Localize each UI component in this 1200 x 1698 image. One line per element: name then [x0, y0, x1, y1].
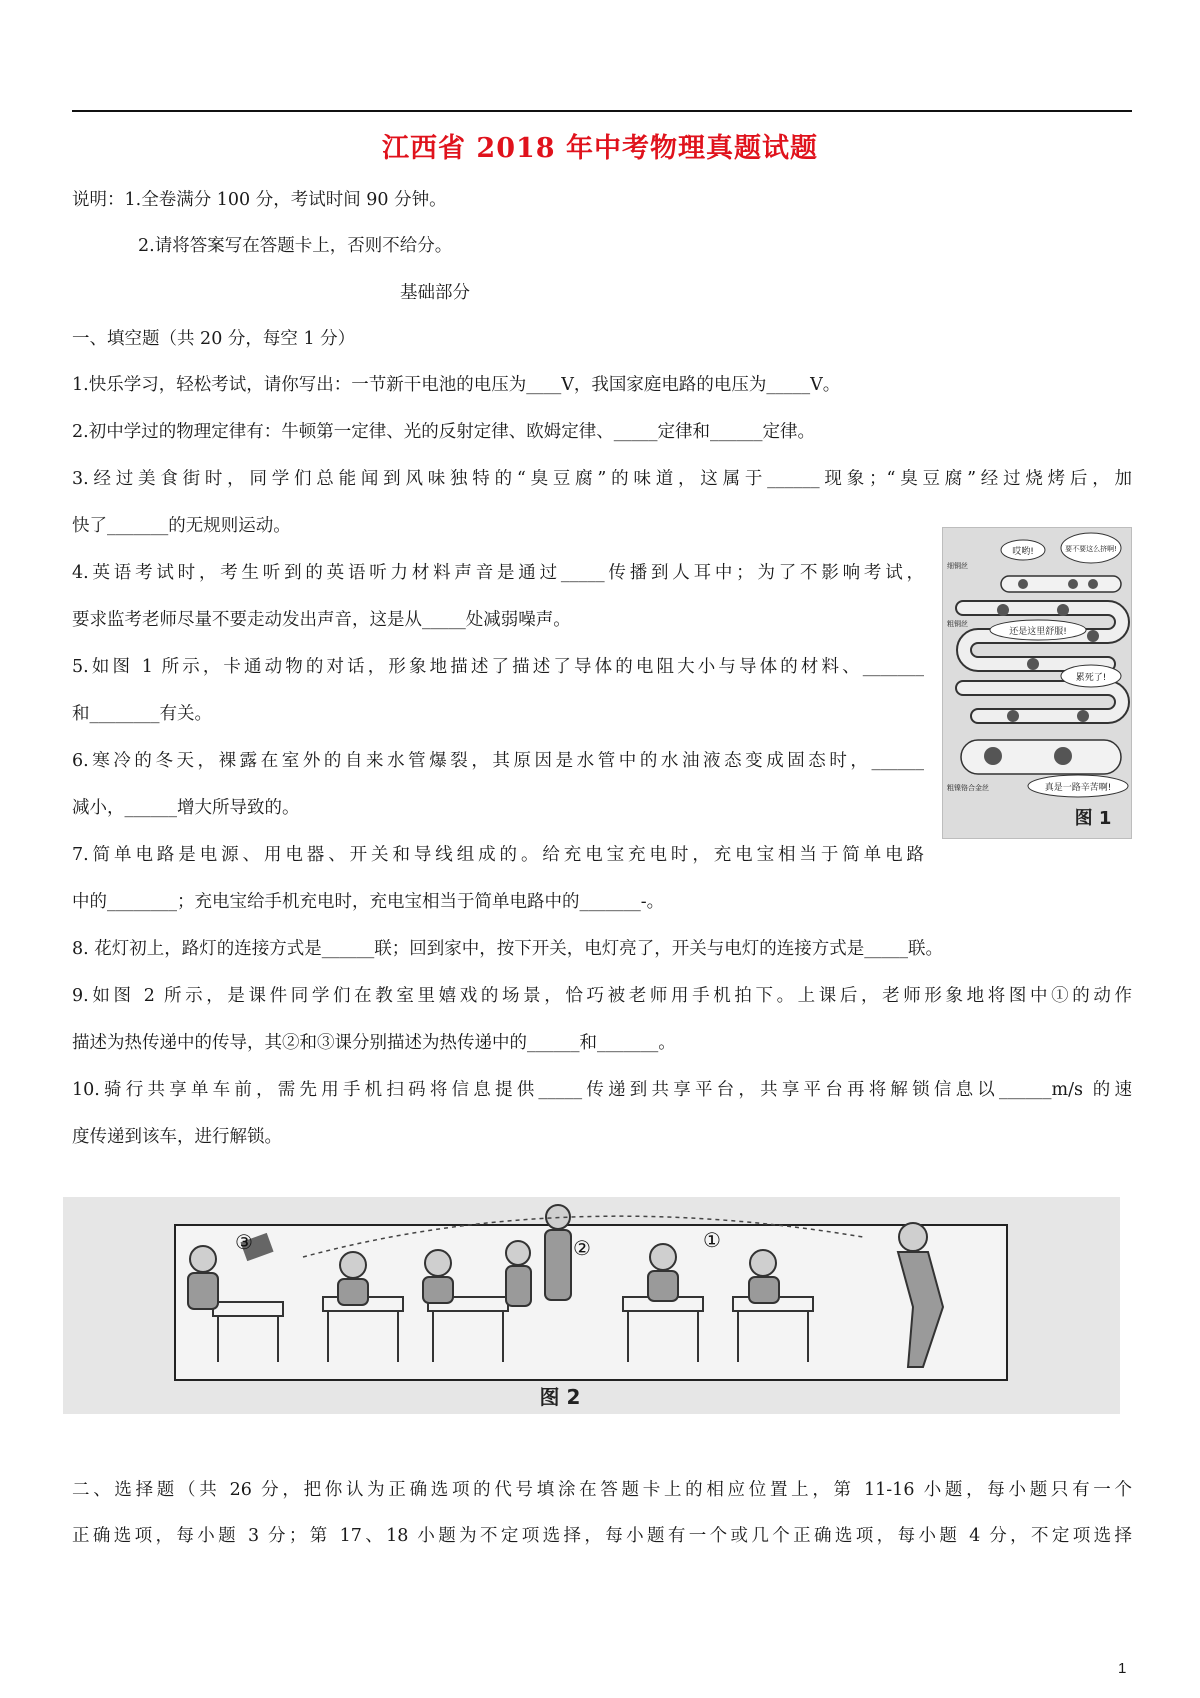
question-8: 8. 花灯初上，路灯的连接方式是______联；回到家中，按下开关，电灯亮了，开关与电灯的连接方式是_____联。	[72, 939, 944, 959]
figure-1-caption: 图 1	[1074, 808, 1112, 829]
instruction-line-2: 2.请将答案写在答题卡上，否则不给分。	[138, 236, 453, 256]
figure-2-image	[63, 1197, 1120, 1414]
page-title: 江西省 2018 年中考物理真题试题	[382, 133, 818, 164]
question-7-line-1: 7.简单电路是电源、用电器、开关和导线组成的。给充电宝充电时，充电宝相当于简单电路	[72, 845, 924, 865]
header-rule	[72, 110, 1132, 112]
question-7-line-2: 中的________；充电宝给手机充电时，充电宝相当于简单电路中的_______-。	[72, 892, 665, 912]
figure-2-marker-2: ②	[573, 1236, 591, 1260]
question-5-line-2: 和________有关。	[72, 704, 212, 724]
question-9-line-1: 9.如图 2 所示，是课件同学们在教室里嬉戏的场景，恰巧被老师用手机拍下。上课后，老师形象地将图中①的动作	[72, 986, 1132, 1006]
figure-1-label-thick-nichrome: 粗镍铬合金丝	[947, 784, 989, 792]
section-heading-basic: 基础部分	[400, 283, 470, 303]
question-1: 1.快乐学习，轻松考试，请你写出：一节新干电池的电压为____V，我国家庭电路的电压为_____V。	[72, 375, 841, 395]
part1-heading: 一、填空题（共 20 分，每空 1 分）	[72, 329, 356, 349]
figure-2-marker-1: ①	[703, 1228, 721, 1252]
figure-1-bubble-1: 哎哟!	[1012, 547, 1034, 557]
figure-1-image	[942, 527, 1132, 839]
question-6-line-1: 6.寒冷的冬天，裸露在室外的自来水管爆裂，其原因是水管中的水油液态变成固态时，______	[72, 751, 924, 771]
figure-1-bubble-3: 还是这里舒服!	[1009, 627, 1067, 637]
question-3-line-2: 快了_______的无规则运动。	[72, 516, 291, 536]
figure-2-caption: 图 2	[539, 1385, 581, 1409]
question-2: 2.初中学过的物理定律有：牛顿第一定律、光的反射定律、欧姆定律、_____定律和______定律。	[72, 422, 815, 442]
question-3-line-1: 3.经过美食街时，同学们总能闻到风味独特的“臭豆腐”的味道，这属于______现象；“臭豆腐”经过烧烤后，加	[72, 469, 1132, 489]
figure-1-bubble-4: 累死了!	[1075, 673, 1107, 683]
figure-2-marker-3: ③	[235, 1230, 253, 1254]
figure-1-bubble-2: 要不要这么挤啊!	[1065, 545, 1117, 553]
question-10-line-1: 10.骑行共享单车前，需先用手机扫码将信息提供_____传递到共享平台，共享平台再将解锁信息以______m/s 的速	[72, 1080, 1132, 1100]
figure-1-label-thin-copper: 细铜丝	[947, 562, 968, 570]
part2-heading-line-1: 二、选择题（共 26 分，把你认为正确选项的代号填涂在答题卡上的相应位置上，第 11-16 小题，每小题只有一个	[72, 1480, 1132, 1500]
question-4-line-1: 4.英语考试时，考生听到的英语听力材料声音是通过_____传播到人耳中；为了不影响考试，	[72, 563, 924, 583]
instruction-line-1: 说明：1.全卷满分 100 分，考试时间 90 分钟。	[72, 190, 447, 210]
figure-1-bubble-5: 真是一路辛苦啊!	[1044, 783, 1112, 793]
question-10-line-2: 度传递到该车，进行解锁。	[72, 1127, 282, 1147]
question-4-line-2: 要求监考老师尽量不要走动发出声音，这是从_____处减弱噪声。	[72, 610, 571, 630]
question-6-line-2: 减小，______增大所导致的。	[72, 798, 300, 818]
figure-1-label-thick-copper: 粗铜丝	[947, 620, 968, 628]
question-5-line-1: 5.如图 1 所示，卡通动物的对话，形象地描述了描述了导体的电阻大小与导体的材料、_______	[72, 657, 924, 677]
part2-heading-line-2: 正确选项，每小题 3 分；第 17、18 小题为不定项选择，每小题有一个或几个正确选项，每小题 4 分，不定项选择	[72, 1526, 1132, 1546]
page-number: 1	[1118, 1660, 1127, 1677]
question-9-line-2: 描述为热传递中的传导，其②和③课分别描述为热传递中的______和_______。	[72, 1033, 676, 1053]
